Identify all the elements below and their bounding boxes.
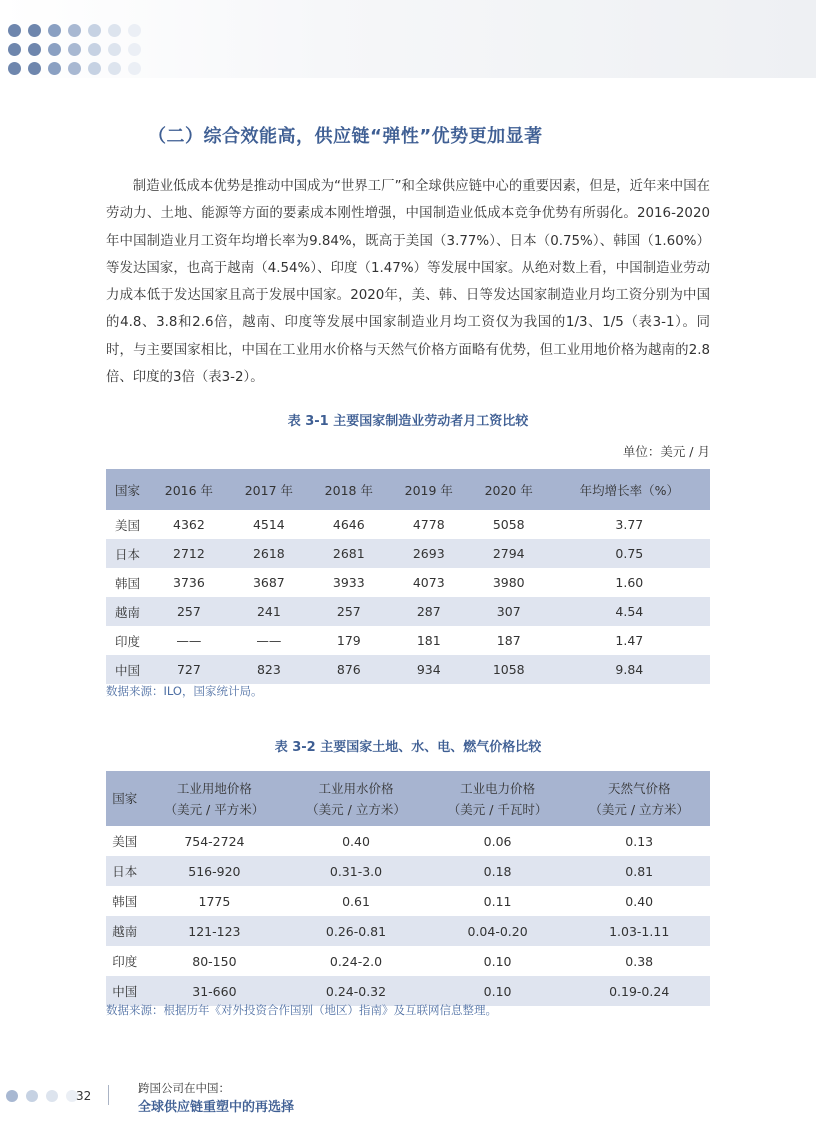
column-header bbox=[285, 771, 427, 826]
table-cell: 日本 bbox=[106, 539, 149, 568]
column-header-line1: 工业用地价格 bbox=[176, 780, 252, 796]
dot-icon bbox=[68, 24, 81, 37]
table-cell: 0.13 bbox=[625, 833, 654, 849]
table-cell: 0.40 bbox=[342, 833, 370, 849]
dot-icon bbox=[48, 43, 61, 56]
table-cell: 0.06 bbox=[483, 833, 512, 849]
price-table bbox=[106, 771, 710, 1006]
table-cell: 印度 bbox=[112, 954, 138, 969]
dot-icon bbox=[88, 62, 101, 75]
table-cell: —— bbox=[176, 633, 202, 648]
table2-source: 数据来源：根据历年《对外投资合作国别（地区）指南》及互联网信息整理。 bbox=[106, 1003, 497, 1017]
table-cell: 1058 bbox=[469, 655, 549, 684]
section-title: （二）综合效能高，供应链“弹性”优势更加显著 bbox=[148, 126, 543, 147]
table-row bbox=[106, 568, 710, 597]
dot-icon bbox=[28, 24, 41, 37]
table-cell: 美国 bbox=[114, 517, 140, 533]
table-row bbox=[106, 597, 710, 626]
table-cell: 1.60 bbox=[615, 575, 644, 590]
dot-icon bbox=[28, 62, 41, 75]
table-cell: 4362 bbox=[173, 517, 205, 532]
table-row bbox=[106, 856, 710, 886]
table-row bbox=[106, 916, 710, 946]
wage-table bbox=[106, 469, 710, 684]
table-cell: 80-150 bbox=[192, 953, 237, 969]
table-cell: 2618 bbox=[229, 539, 309, 568]
table-row bbox=[106, 510, 710, 539]
dot-icon bbox=[8, 24, 21, 37]
table-cell: 179 bbox=[336, 633, 361, 648]
dot-icon bbox=[6, 1090, 18, 1102]
column-header-line1: 工业电力价格 bbox=[460, 780, 536, 796]
table-cell: 121-123 bbox=[144, 916, 286, 946]
table-cell: 0.26-0.81 bbox=[285, 916, 427, 946]
footer-dots bbox=[6, 1090, 78, 1102]
column-header: 2018 年 bbox=[309, 469, 389, 510]
table-cell: 0.04-0.20 bbox=[427, 916, 569, 946]
dot-icon bbox=[108, 24, 121, 37]
table-cell: 934 bbox=[389, 655, 469, 684]
column-header: 2016 年 bbox=[149, 469, 229, 510]
table-cell: 0.31-3.0 bbox=[285, 856, 427, 886]
dot-icon bbox=[88, 24, 101, 37]
dot-icon bbox=[108, 43, 121, 56]
table-cell: 越南 bbox=[106, 597, 149, 626]
table-cell: 9.84 bbox=[549, 655, 710, 684]
table-cell: 0.81 bbox=[568, 856, 710, 886]
column-header-line2: （美元 / 千瓦时） bbox=[447, 801, 548, 817]
table-cell: 0.10 bbox=[427, 976, 569, 1006]
table-cell: 257 bbox=[149, 597, 229, 626]
column-header bbox=[427, 771, 569, 826]
table1-source: 数据来源：ILO，国家统计局。 bbox=[106, 684, 263, 698]
table-cell: —— bbox=[256, 633, 282, 648]
dot-icon bbox=[68, 62, 81, 75]
column-header: 年均增长率（%） bbox=[549, 469, 710, 510]
column-header: 国家 bbox=[106, 469, 149, 510]
body-paragraph: 制造业低成本优势是推动中国成为“世界工厂”和全球供应链中心的重要因素，但是，近年来中国在劳动力、土地、能源等方面的要素成本刚性增强，中国制造业低成本竞争优势有所弱化。2016-2020年中国制造业月工资年均增长率为9.84%，既高于美国（3.77%）、日本（0.75%）、韩国（1.60%）等发达国家，也高于越南（4.54%）、印度（1.47%）等发展中国家。从绝对数上看，中国制造业劳动力成本低于发达国家且高于发展中国家。2020年，美、韩、日等发达国家制造业月均工资分别为中国的4.8、3.8和2.6倍，越南、印度等发展中国家制造业月均工资仅为我国的1/3、1/5（表3-1）。同时，与主要国家相比，中国在工业用水价格与天然气价格方面略有优势，但工业用地价格为越南的2.8倍、印度的3倍（表3-2）。 bbox=[106, 179, 710, 386]
table-cell: 181 bbox=[416, 633, 441, 648]
table-cell: 0.24-0.32 bbox=[285, 976, 427, 1006]
table-cell: 0.24-2.0 bbox=[329, 953, 383, 969]
table-cell: 257 bbox=[309, 597, 389, 626]
table-cell: 0.11 bbox=[483, 893, 512, 909]
column-header bbox=[568, 771, 710, 826]
table-cell: 美国 bbox=[112, 834, 138, 849]
column-header bbox=[144, 771, 286, 826]
table-cell: 823 bbox=[229, 655, 309, 684]
header-band bbox=[0, 0, 816, 78]
dot-icon bbox=[88, 43, 101, 56]
table-cell: 2712 bbox=[149, 539, 229, 568]
table-row bbox=[106, 626, 710, 655]
dot-icon bbox=[8, 43, 21, 56]
table-cell: 0.19-0.24 bbox=[568, 976, 710, 1006]
table-cell: 3687 bbox=[252, 575, 285, 590]
table-cell: 3.77 bbox=[615, 517, 644, 532]
column-header-line2: （美元 / 立方米） bbox=[306, 801, 406, 817]
column-header: 2017 年 bbox=[229, 469, 309, 510]
table-cell: 0.61 bbox=[342, 893, 370, 909]
table-cell: 2681 bbox=[309, 539, 389, 568]
table-cell: 1.03-1.11 bbox=[568, 916, 710, 946]
table-cell: 韩国 bbox=[112, 894, 138, 909]
table-cell: 241 bbox=[229, 597, 309, 626]
column-header: 2019 年 bbox=[389, 469, 469, 510]
table-cell: 0.38 bbox=[625, 953, 654, 969]
table-cell: 307 bbox=[469, 597, 549, 626]
table-cell: 日本 bbox=[106, 856, 144, 886]
table-cell: 5058 bbox=[492, 517, 525, 532]
dot-icon bbox=[48, 24, 61, 37]
table-header-row bbox=[106, 469, 710, 510]
table-cell: 韩国 bbox=[114, 575, 140, 591]
table-cell: 754-2724 bbox=[184, 833, 245, 849]
table1-unit: 单位：美元 / 月 bbox=[622, 444, 710, 459]
table-header-row bbox=[106, 771, 710, 826]
table-cell: 越南 bbox=[106, 916, 144, 946]
table-cell: 3736 bbox=[173, 575, 205, 590]
dot-icon bbox=[26, 1090, 38, 1102]
table-cell: 2693 bbox=[389, 539, 469, 568]
dot-icon bbox=[8, 62, 21, 75]
table-cell: 3980 bbox=[492, 575, 525, 590]
table-cell: 1775 bbox=[198, 893, 231, 909]
dot-icon bbox=[108, 62, 121, 75]
footer-book-title-line1: 跨国公司在中国： bbox=[138, 1081, 230, 1095]
dot-icon bbox=[128, 62, 141, 75]
page-number: 32 bbox=[76, 1089, 92, 1103]
table-cell: 中国 bbox=[106, 976, 144, 1006]
column-header-line1: 天然气价格 bbox=[607, 780, 671, 796]
table1-caption: 表 3-1 主要国家制造业劳动者月工资比较 bbox=[287, 414, 529, 429]
table-cell: 516-920 bbox=[144, 856, 286, 886]
table-row bbox=[106, 655, 710, 684]
table-cell: 0.40 bbox=[625, 893, 654, 909]
column-header-line2: （美元 / 立方米） bbox=[589, 801, 690, 817]
table-row bbox=[106, 886, 710, 916]
table-cell: 4.54 bbox=[549, 597, 710, 626]
table-cell: 4073 bbox=[412, 575, 445, 590]
footer-divider bbox=[108, 1085, 109, 1105]
dot-icon bbox=[28, 43, 41, 56]
table-row bbox=[106, 539, 710, 568]
dot-icon bbox=[128, 24, 141, 37]
table-cell: 2794 bbox=[469, 539, 549, 568]
table-cell: 中国 bbox=[106, 655, 149, 684]
table2-caption: 表 3-2 主要国家土地、水、电、燃气价格比较 bbox=[274, 740, 542, 755]
table-cell: 31-660 bbox=[144, 976, 286, 1006]
dot-icon bbox=[48, 62, 61, 75]
footer-book-title-line2: 全球供应链重塑中的再选择 bbox=[138, 1100, 295, 1115]
table-cell: 4778 bbox=[412, 517, 445, 532]
table-cell: 0.18 bbox=[427, 856, 569, 886]
table-cell: 287 bbox=[389, 597, 469, 626]
column-header-line1: 工业用水价格 bbox=[318, 780, 394, 796]
table-row bbox=[106, 946, 710, 976]
table-cell: 4646 bbox=[332, 517, 365, 532]
table-cell: 0.75 bbox=[549, 539, 710, 568]
table-cell: 876 bbox=[309, 655, 389, 684]
table-cell: 727 bbox=[149, 655, 229, 684]
dot-icon bbox=[128, 43, 141, 56]
table-cell: 3933 bbox=[332, 575, 365, 590]
column-header: 2020 年 bbox=[469, 469, 549, 510]
table-cell: 0.10 bbox=[483, 953, 512, 969]
table-cell: 187 bbox=[496, 633, 521, 648]
table-cell: 印度 bbox=[114, 633, 140, 649]
table-row bbox=[106, 826, 710, 856]
dot-icon bbox=[46, 1090, 58, 1102]
column-header bbox=[106, 771, 144, 826]
table-cell: 1.47 bbox=[615, 633, 644, 648]
dot-icon bbox=[68, 43, 81, 56]
decorative-dots bbox=[8, 24, 141, 81]
table-cell: 4514 bbox=[252, 517, 285, 532]
column-header-line1: 国家 bbox=[112, 791, 138, 806]
column-header-line2: （美元 / 平方米） bbox=[164, 801, 265, 817]
